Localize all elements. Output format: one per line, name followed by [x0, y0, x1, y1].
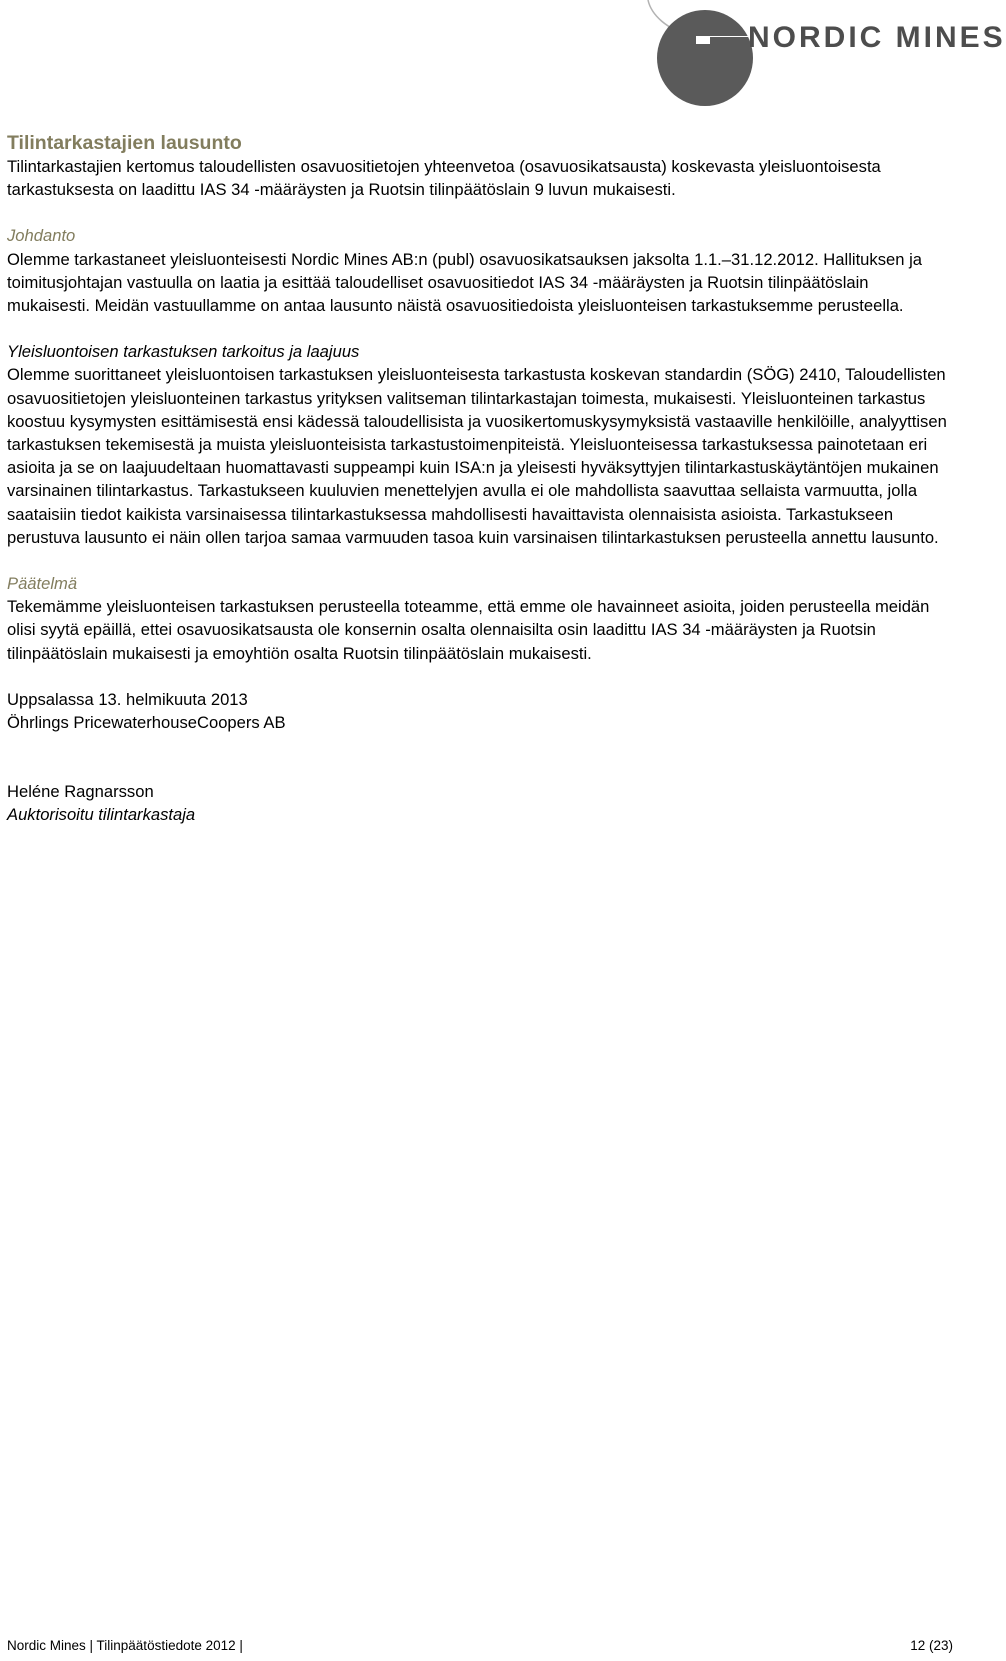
company-logo	[648, 0, 1006, 108]
signature-name: Heléne Ragnarsson	[7, 782, 154, 802]
footer-left: Nordic Mines | Tilinpäätöstiedote 2012 |	[7, 1638, 243, 1653]
scope-heading: Yleisluontoisen tarkastuksen tarkoitus ja laajuus	[7, 342, 360, 362]
logo-wordmark: NORDIC MINES	[748, 21, 1006, 54]
intro-paragraph: Tilintarkastajien kertomus taloudellisten osavuositietojen yhteenvetoa (osavuosikatsausta) koskevasta yleisluontoisesta tarkastuksesta on laadittu IAS 34 -määräysten ja Ruotsin tilinpäätöslain 9 luvun mukaisesti.	[7, 157, 881, 200]
page-title: Tilintarkastajien lausunto	[7, 132, 242, 154]
johdanto-paragraph: Olemme tarkastaneet yleisluonteisesti Nordic Mines AB:n (publ) osavuosikatsauksen jaksolta 1.1.–31.12.2012. Hallituksen ja toimitusjohtajan vastuulla on laatia ja esittää taloudelliset osavuositiedot IAS 34 -määräysten ja Ruotsin tilinpäätöslain mukaisesti. Meidän vastuullamme on antaa lausunto näistä osavuositiedoista yleisluonteisen tarkastuksemme perusteella.	[7, 249, 922, 316]
page-number: 12 (23)	[910, 1638, 953, 1653]
page-footer	[7, 1638, 953, 1654]
conclusion-paragraph: Tekemämme yleisluonteisen tarkastuksen perusteella toteamme, että emme ole havainneet asioita, joiden perusteella meidän olisi syytä epäillä, ettei osavuosikatsausta ole konsernin osalta olennaisilta osin laadittu IAS 34 -määräysten ja Ruotsin tilinpäätöslain mukaisesti ja emoyhtiön osalta Ruotsin tilinpäätöslain mukaisesti.	[7, 597, 930, 663]
document-body	[7, 131, 952, 827]
signature-place-date: Uppsalassa 13. helmikuuta 2013	[7, 689, 248, 709]
johdanto-heading: Johdanto	[7, 226, 76, 246]
scope-paragraph: Olemme suorittaneet yleisluontoisen tarkastuksen yleisluonteisesta tarkastusta koskevan standardin (SÖG) 2410, Taloudellisten osavuositietojen yleisluonteinen tarkastus yrityksen valitseman tilintarkastajan toimesta, mukaisesti. Yleisluonteinen tarkastus koostuu kysymysten esittämisestä ensi kädessä taloudellisista ja vuosikertomuskysymyksistä vastaaville henkilöille, analyyttisen tarkastuksen tekemisestä ja muista yleisluonteisista tarkastustoimenpiteistä. Yleisluonteisessa tarkastuksessa painotetaan eri asioita ja se on laajuudeltaan huomattavasti suppeampi kuin ISA:n ja yleisesti hyväksyttyjen tilintarkastuskäytäntöjen mukainen varsinainen tilintarkastus. Tarkastukseen kuuluvien menettelyjen avulla ei ole mahdollista saavuttaa sellaista varmuutta, jolla saataisiin tiedot kaikista varsinaisessa tilintarkastuksessa mahdollisesti havaittavista olennaisista asioista. Tarkastukseen perustuva lausunto ei näin ollen tarjoa samaa varmuuden tasoa kuin varsinaisen tilintarkastuksen perusteella annettu lausunto.	[7, 365, 947, 547]
conclusion-heading: Päätelmä	[7, 574, 78, 594]
signature-title: Auktorisoitu tilintarkastaja	[7, 805, 196, 825]
signature-firm: Öhrlings PricewaterhouseCoopers AB	[7, 713, 286, 733]
